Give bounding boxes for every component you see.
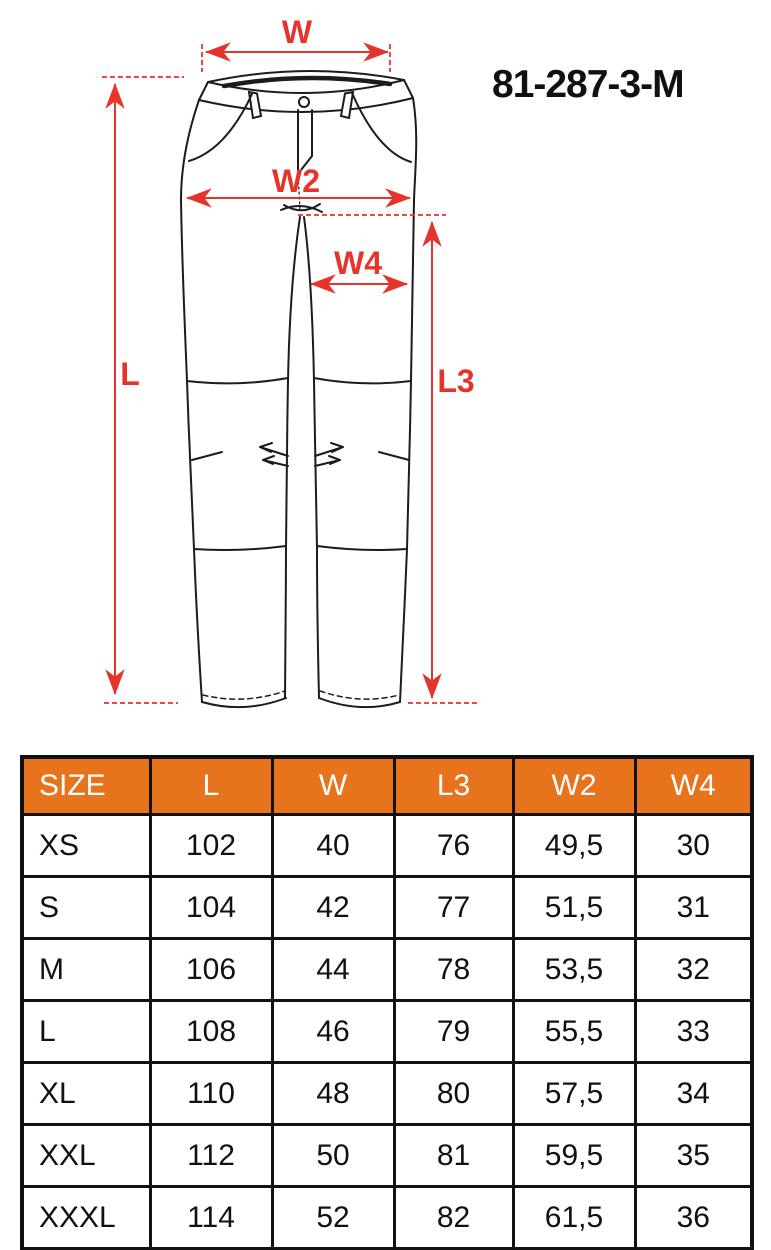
value-cell: 80 bbox=[394, 1063, 513, 1125]
value-cell: 33 bbox=[635, 1001, 752, 1063]
value-cell: 110 bbox=[150, 1063, 272, 1125]
value-cell: 57,5 bbox=[513, 1063, 635, 1125]
value-cell: 40 bbox=[272, 815, 394, 877]
measurement-annotations bbox=[102, 14, 478, 703]
product-code: 81-287-3-M bbox=[492, 63, 684, 106]
value-cell: 51,5 bbox=[513, 877, 635, 939]
size-cell: L bbox=[22, 1001, 150, 1063]
value-cell: 78 bbox=[394, 939, 513, 1001]
value-cell: 59,5 bbox=[513, 1125, 635, 1187]
value-cell: 114 bbox=[150, 1187, 272, 1250]
w4-label: W4 bbox=[334, 245, 382, 281]
value-cell: 31 bbox=[635, 877, 752, 939]
value-cell: 52 bbox=[272, 1187, 394, 1250]
knee-seams bbox=[187, 378, 411, 550]
value-cell: 77 bbox=[394, 877, 513, 939]
inner-seam-right bbox=[304, 217, 319, 698]
col-header-w2: W2 bbox=[513, 757, 635, 815]
hems bbox=[202, 691, 400, 707]
value-cell: 44 bbox=[272, 939, 394, 1001]
outer-seam-left bbox=[181, 100, 202, 702]
value-cell: 49,5 bbox=[513, 815, 635, 877]
l3-label: L3 bbox=[437, 363, 475, 399]
value-cell: 112 bbox=[150, 1125, 272, 1187]
table-row bbox=[22, 877, 752, 939]
button bbox=[299, 97, 309, 107]
col-header-size: SIZE bbox=[22, 757, 150, 815]
table-row bbox=[22, 1125, 752, 1187]
value-cell: 79 bbox=[394, 1001, 513, 1063]
value-cell: 35 bbox=[635, 1125, 752, 1187]
table-header-row bbox=[22, 757, 752, 815]
l-label: L bbox=[120, 356, 140, 392]
col-header-w4: W4 bbox=[635, 757, 752, 815]
knee-darts bbox=[192, 443, 409, 466]
crotch-seam bbox=[281, 204, 322, 212]
value-cell: 42 bbox=[272, 877, 394, 939]
value-cell: 82 bbox=[394, 1187, 513, 1250]
value-cell: 81 bbox=[394, 1125, 513, 1187]
value-cell: 53,5 bbox=[513, 939, 635, 1001]
value-cell: 76 bbox=[394, 815, 513, 877]
size-cell: XL bbox=[22, 1063, 150, 1125]
value-cell: 36 bbox=[635, 1187, 752, 1250]
col-header-l3: L3 bbox=[394, 757, 513, 815]
belt-loop-right bbox=[341, 92, 353, 118]
size-table bbox=[20, 755, 754, 1250]
value-cell: 30 bbox=[635, 815, 752, 877]
value-cell: 32 bbox=[635, 939, 752, 1001]
value-cell: 106 bbox=[150, 939, 272, 1001]
size-cell: XXL bbox=[22, 1125, 150, 1187]
col-header-l: L bbox=[150, 757, 272, 815]
value-cell: 46 bbox=[272, 1001, 394, 1063]
value-cell: 48 bbox=[272, 1063, 394, 1125]
size-cell: XXXL bbox=[22, 1187, 150, 1250]
col-header-w: W bbox=[272, 757, 394, 815]
inner-seam-left bbox=[285, 217, 300, 698]
w2-label: W2 bbox=[272, 163, 320, 199]
table-row bbox=[22, 1001, 752, 1063]
table-row bbox=[22, 1063, 752, 1125]
w-label: W bbox=[281, 14, 313, 50]
size-cell: S bbox=[22, 877, 150, 939]
pocket-right bbox=[352, 93, 411, 162]
value-cell: 50 bbox=[272, 1125, 394, 1187]
size-cell: XS bbox=[22, 815, 150, 877]
value-cell: 34 bbox=[635, 1063, 752, 1125]
value-cell: 104 bbox=[150, 877, 272, 939]
value-cell: 55,5 bbox=[513, 1001, 635, 1063]
waistband bbox=[199, 71, 413, 118]
size-cell: M bbox=[22, 939, 150, 1001]
value-cell: 102 bbox=[150, 815, 272, 877]
table-row bbox=[22, 1187, 752, 1250]
value-cell: 61,5 bbox=[513, 1187, 635, 1250]
value-cell: 108 bbox=[150, 1001, 272, 1063]
table-row bbox=[22, 939, 752, 1001]
table-row bbox=[22, 815, 752, 877]
outer-seam-right bbox=[400, 98, 416, 702]
